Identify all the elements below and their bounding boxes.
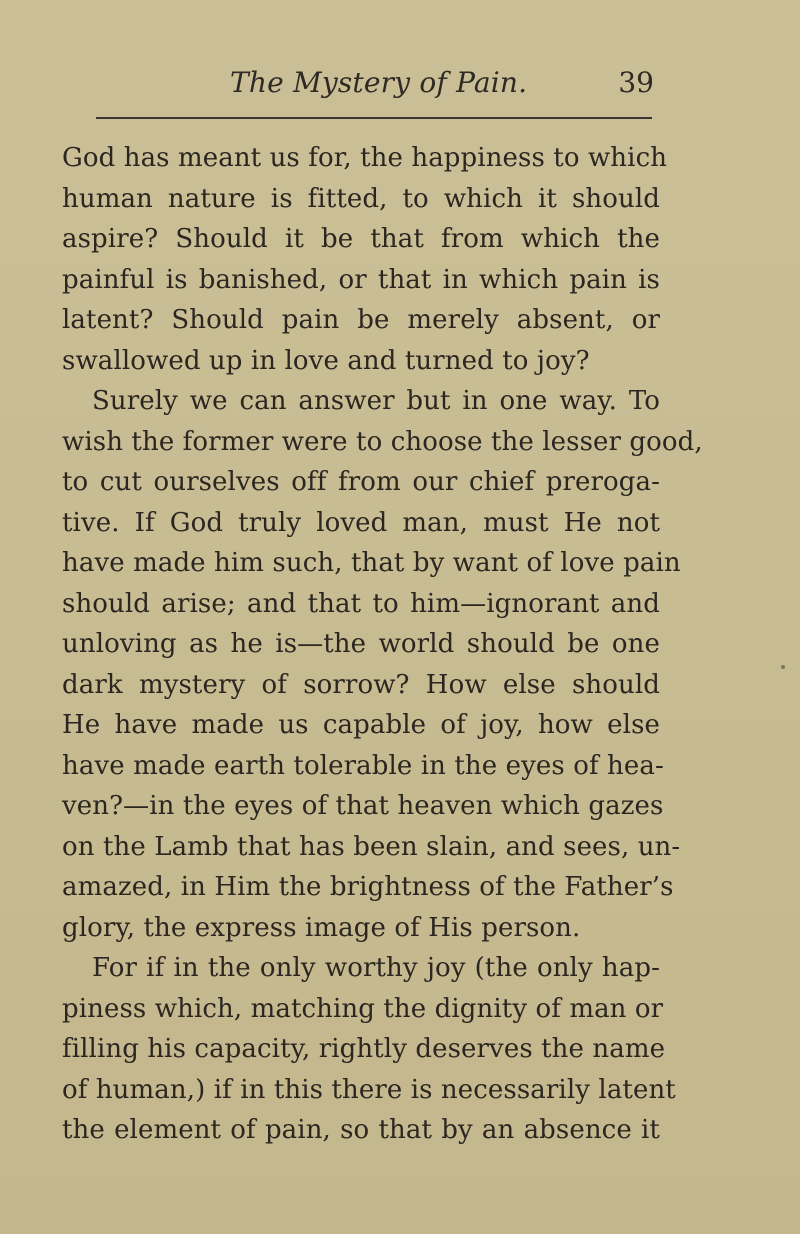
text-line: dark mystery of sorrow? How else should [62,669,660,700]
text-line: painful is banished, or that in which pain is [62,264,660,295]
text-line: to cut ourselves off from our chief preroga- [62,467,660,497]
text-line: He have made us capable of joy, how else [62,710,660,740]
text-line: piness which, matching the dignity of man or [62,993,664,1024]
header-rule [96,117,652,119]
text-line: ven?—in the eyes of that heaven which gazes [62,791,664,821]
text-line: wish the former were to choose the lesser good, [62,426,703,457]
page-number: 39 [618,66,654,99]
text-line: God has meant us for, the happiness to which [62,143,668,173]
text-line: human nature is fitted, to which it should [62,183,660,214]
text-line: glory, the express image of His person. [62,912,581,943]
paper-speck [781,665,785,669]
running-title: The Mystery of Pain. [230,66,528,99]
text-line: Surely we can answer but in one way. To [92,386,660,416]
text-line: For if in the only worthy joy (the only hap- [92,953,660,983]
text-line: should arise; and that to him—ignorant and [62,588,660,619]
text-line: tive. If God truly loved man, must He not [62,507,660,538]
text-line: on the Lamb that has been slain, and sees, un- [62,831,681,862]
text-line: aspire? Should it be that from which the [62,224,660,254]
body-text [62,138,703,1151]
text-line: latent? Should pain be merely absent, or [62,305,660,335]
text-line: unloving as he is—the world should be one [62,629,660,659]
text-line: the element of pain, so that by an absence it [62,1115,660,1145]
text-line: amazed, in Him the brightness of the Father’s [62,872,674,902]
running-head [0,66,800,106]
text-line: filling his capacity, rightly deserves the name [62,1034,666,1064]
text-line: of human,) if in this there is necessarily latent [62,1074,676,1105]
text-line: have made earth tolerable in the eyes of hea- [62,750,664,781]
text-line: have made him such, that by want of love pain [62,548,681,578]
text-line: swallowed up in love and turned to joy? [62,345,590,376]
